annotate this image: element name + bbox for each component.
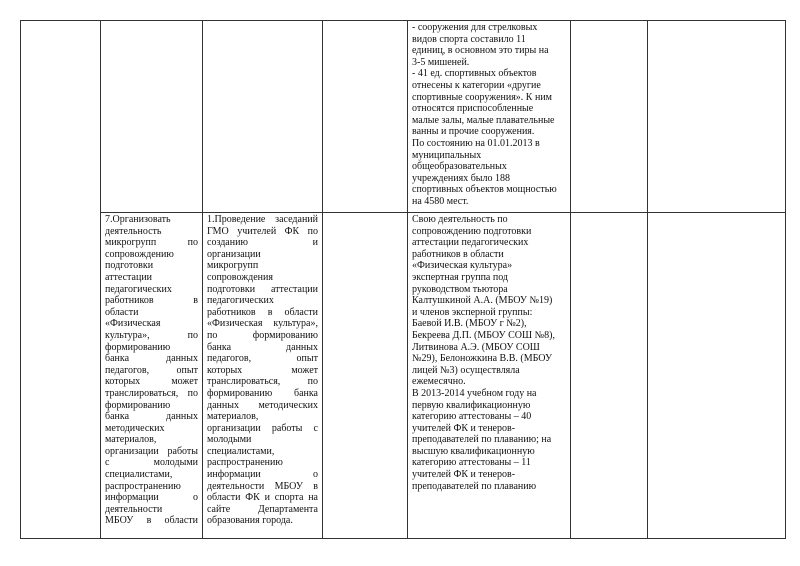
text-line: учреждениях было 188	[412, 172, 511, 184]
text-line: По состоянию на 01.01.2013 в	[412, 137, 540, 149]
text-line: специалистами,	[207, 445, 275, 457]
text-line: организации работы с	[207, 422, 318, 434]
cell-task	[101, 213, 203, 539]
text-line: материалов,	[207, 411, 259, 423]
text-line: деятельности	[105, 503, 163, 515]
text-line: №29), Белоножкина В.В. (МБОУ	[412, 353, 553, 365]
text-line: педагогов, опыт	[207, 353, 318, 365]
text-line: и членов эксперной группы:	[412, 306, 533, 318]
text-line: МБОУ в области	[105, 515, 198, 527]
text-line: руководством тьютора	[412, 283, 508, 295]
text-line: категорию аттестованы – 40	[412, 411, 532, 423]
text-line: сопровождения	[207, 271, 273, 283]
text-line: первую квалификационную	[412, 399, 531, 411]
text-line: «Физическая	[105, 318, 161, 330]
text-line: транслироваться, по	[207, 376, 318, 388]
cell-extra-1	[571, 21, 648, 213]
text-line: созданию и	[207, 237, 318, 249]
text-line: Литвинова А.Э. (МБОУ СОШ	[412, 341, 540, 353]
text-line: - сооружения для стрелковых	[412, 22, 538, 33]
text-line: 7.Организовать	[105, 214, 171, 225]
text-line: подготовки аттестации	[207, 283, 318, 295]
text-line: учителей ФК и тенеров-	[412, 422, 516, 434]
text-line: Баевой И.В. (МБОУ г №2),	[412, 318, 527, 330]
text-line: «Физическая культура»,	[207, 318, 318, 330]
text-line: распространению	[207, 457, 283, 469]
cell-deadline	[323, 213, 408, 539]
text-line: высшую квалификационную	[412, 445, 535, 457]
text-line: формированию	[105, 399, 171, 411]
text-line: аттестации	[105, 271, 153, 283]
text-line: культура», по	[105, 329, 198, 341]
text-line: которых может	[207, 364, 318, 376]
text-line: видов спорта составило 11	[412, 33, 526, 45]
text-line: информации о	[105, 492, 198, 504]
text-line: преподавателей по плаванию; на	[412, 434, 552, 446]
text-line: области	[105, 306, 139, 318]
text-line: которых может	[105, 376, 198, 388]
text-line: общеобразовательных	[412, 161, 507, 173]
text-line: В 2013-2014 учебном году на	[412, 387, 537, 399]
text-line: педагогических	[207, 295, 274, 307]
text-line: спортивных объектов мощностью	[412, 184, 557, 196]
text-line: с молодыми	[105, 457, 198, 469]
text-line: сопровождению подготовки	[412, 225, 532, 237]
text-line: категорию аттестованы – 11	[412, 457, 531, 469]
cell-number	[21, 21, 101, 539]
text-line: преподавателей по плаванию	[412, 480, 537, 492]
text-line: экспертная группа под	[412, 271, 509, 283]
text-line: Бекреева Д.П. (МБОУ СОШ №8),	[412, 329, 555, 341]
text-line: данных методических	[207, 399, 318, 411]
text-line: 3-5 мишеней.	[412, 56, 470, 68]
text-line: методических	[105, 422, 165, 434]
text-line: материалов,	[105, 434, 157, 446]
text-line: транслироваться, по	[105, 387, 198, 399]
text-line: малые залы, малые плавательные	[412, 114, 555, 126]
text-line: - 41 ед. спортивных объектов	[412, 68, 537, 80]
text-line: «Физическая культура»	[412, 260, 513, 272]
text-line: молодыми	[207, 434, 252, 446]
text-line: ванны и прочие сооружения.	[412, 126, 535, 138]
text-line: работников в	[105, 295, 198, 307]
text-line: микрогрупп	[207, 260, 259, 272]
text-line: лицей №3) осуществляла	[412, 364, 520, 376]
cell-extra-1	[571, 213, 648, 539]
text-line: специалистами,	[105, 469, 173, 481]
text-line: образования города.	[207, 515, 293, 527]
text-line: деятельности МБОУ в	[207, 480, 318, 492]
text-line: ежемесячно.	[412, 376, 466, 388]
cell-task	[101, 21, 203, 213]
text-line: спортивные сооружения». К ним	[412, 91, 553, 103]
text-line: информации о	[207, 469, 318, 481]
text-line: Калтушкиной А.А. (МБОУ №19)	[412, 295, 553, 307]
report-table	[20, 20, 786, 539]
text-line: относятся приспособленные	[412, 103, 534, 115]
text-line: педагогов, опыт	[105, 364, 198, 376]
cell-extra-2	[648, 21, 786, 213]
text-line: 1.Проведение заседаний	[207, 214, 318, 225]
cell-deadline	[323, 21, 408, 213]
text-line: подготовки	[105, 260, 154, 272]
text-line: сопровождению	[105, 248, 174, 260]
text-line: формированию	[105, 341, 171, 353]
text-line: работников в области	[207, 306, 318, 318]
text-line: на 4580 мест.	[412, 195, 469, 207]
text-line: Свою деятельность по	[412, 214, 508, 225]
text-line: банка данных	[105, 353, 198, 365]
text-line: распространению	[105, 480, 181, 492]
cell-activities	[203, 21, 323, 213]
text-line: педагогических	[105, 283, 172, 295]
text-line: по формированию	[207, 329, 318, 341]
cell-results	[408, 21, 571, 213]
text-line: ГМО учителей ФК по	[207, 225, 318, 237]
text-line: работников в области	[412, 248, 504, 260]
table-row-task-7	[21, 213, 786, 539]
cell-results	[408, 213, 571, 539]
text-line: банка данных	[105, 411, 198, 423]
cell-activities	[203, 213, 323, 539]
text-line: деятельность	[105, 225, 162, 237]
text-line: области ФК и спорта на	[207, 492, 318, 504]
table-row-continued	[21, 21, 786, 213]
text-line: формированию банка	[207, 387, 318, 399]
text-line: учителей ФК и тенеров-	[412, 469, 516, 481]
text-line: сайте Департамента	[207, 503, 318, 515]
text-line: микрогрупп по	[105, 237, 198, 249]
cell-extra-2	[648, 213, 786, 539]
text-line: отнесены к категории «другие	[412, 79, 541, 91]
text-line: муниципальных	[412, 149, 482, 161]
text-line: организации работы	[105, 445, 198, 457]
text-line: банка данных	[207, 341, 318, 353]
text-line: организации	[207, 248, 261, 260]
text-line: аттестации педагогических	[412, 237, 529, 249]
text-line: единиц, в основном это тиры на	[412, 45, 549, 57]
